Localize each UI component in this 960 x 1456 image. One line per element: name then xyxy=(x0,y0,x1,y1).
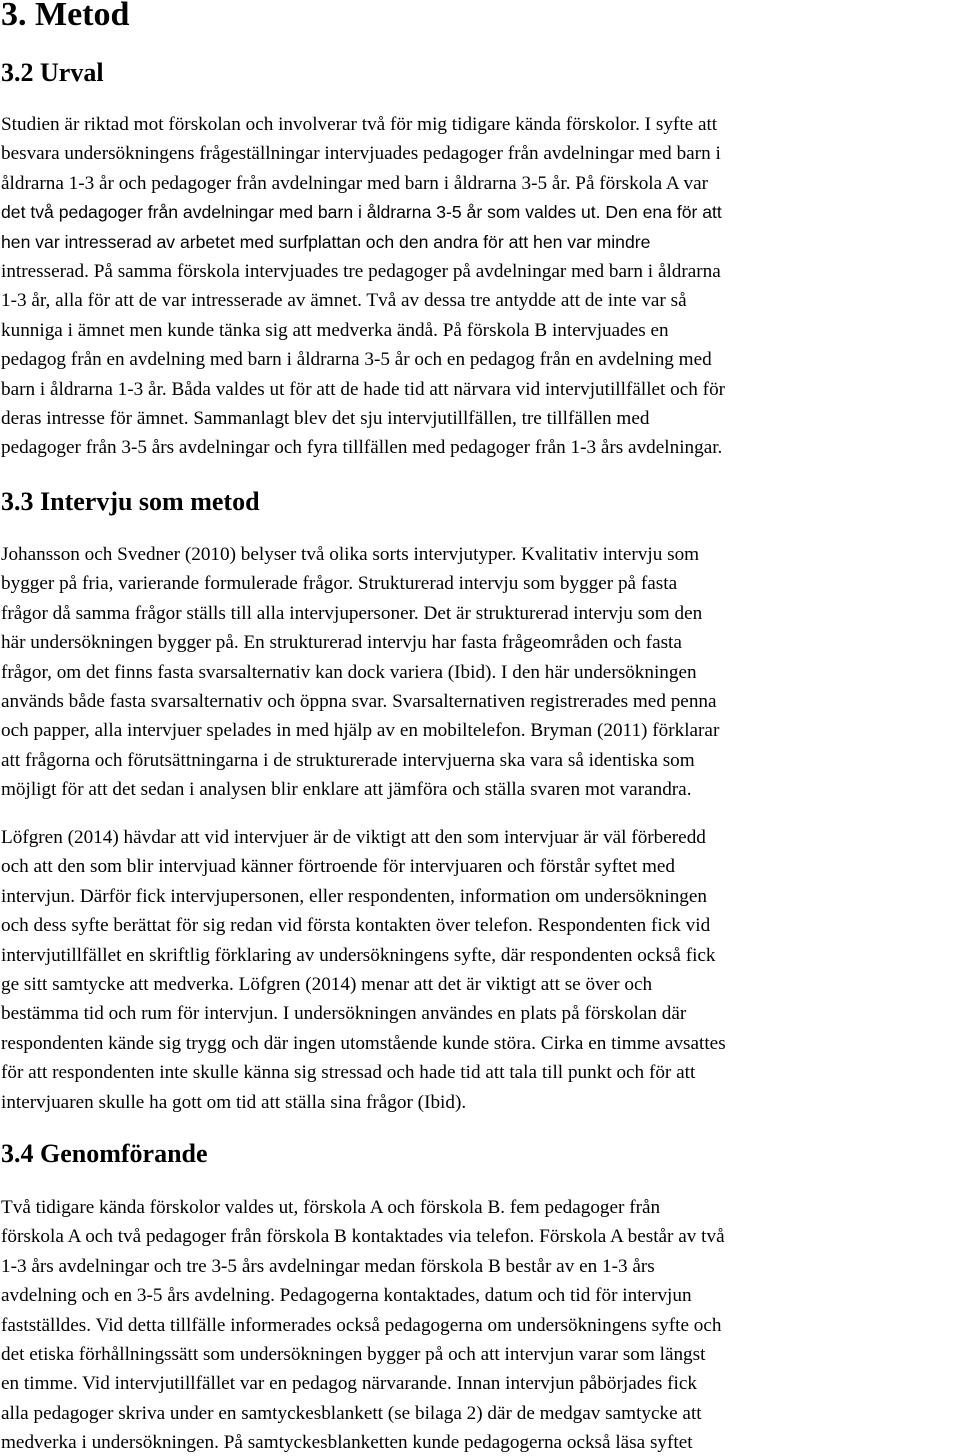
text-line: Löfgren (2014) hävdar att vid intervjuer är de viktigt att den som intervjuar är väl förberedd xyxy=(1,827,706,848)
paragraph-urval xyxy=(1,110,725,463)
text-line: och dess syfte berättat för sig redan vid första kontakten över telefon. Respondenten fick vid xyxy=(1,915,711,937)
text-line: åldrarna 1-3 år och pedagoger från avdelningar med barn i åldrarna 3-5 år. På förskola A var xyxy=(1,172,708,194)
text-line: det etiska förhållningssätt som undersökningen bygger på och att intervjun varar som längst xyxy=(1,1343,706,1365)
paragraph-intervju-2 xyxy=(1,823,726,1117)
text-line: besvara undersökningens frågeställningar intervjuades pedagoger från avdelningar med barn i xyxy=(1,143,721,165)
text-line: respondenten kände sig trygg och där ingen utomstående kunde störa. Cirka en timme avsattes xyxy=(1,1032,726,1054)
paragraph-genomforande xyxy=(1,1193,725,1456)
text-line: bygger på fria, varierande formulerade frågor. Strukturerad intervju som bygger på fasta xyxy=(1,573,678,595)
text-line: för att respondenten inte skulle känna sig stressad och hade tid att tala till punkt och för att xyxy=(1,1062,696,1084)
text-line: används både fasta svarsalternativ och öppna svar. Svarsalternativen registrerades med penna xyxy=(1,690,717,712)
text-line: hen var intresserad av arbetet med surfplattan och den andra för att hen var mindre xyxy=(1,231,651,252)
text-line: här undersökningen bygger på. En strukturerad intervju har fasta frågeområden och fasta xyxy=(1,632,682,654)
section-heading-intervju: 3.3 Intervju som metod xyxy=(1,487,260,516)
text-line: intresserad. På samma förskola intervjuades tre pedagoger på avdelningar med barn i åldrarna xyxy=(1,260,721,282)
text-line: Studien är riktad mot förskolan och involverar två för mig tidigare kända förskolor. I syfte att xyxy=(1,114,718,135)
chapter-heading: 3. Metod xyxy=(1,0,130,33)
text-line: ge sitt samtycke att medverka. Löfgren (2014) menar att det är viktigt att se över och xyxy=(1,973,653,995)
text-line: intervjuaren skulle ha gott om tid att ställa sina frågor (Ibid). xyxy=(1,1091,467,1113)
text-line: intervjun. Därför fick intervjupersonen, eller respondenten, information om undersökningen xyxy=(1,885,708,907)
text-line: 1-3 års avdelningar och tre 3-5 års avdelningar medan förskola B består av en 1-3 års xyxy=(1,1255,655,1277)
text-line: 1-3 år, alla för att de var intresserade av ämnet. Två av dessa tre antydde att de inte var så xyxy=(1,290,687,312)
text-line: och att den som blir intervjuad känner förtroende för intervjuaren och förstår syftet med xyxy=(1,856,675,878)
text-line: medverka i undersökningen. På samtyckesblanketten kunde pedagogerna också läsa syftet xyxy=(1,1432,693,1454)
text-line: förskola A och två pedagoger från förskola B kontaktades via telefon. Förskola A består av två xyxy=(1,1226,725,1248)
text-line: kunniga i ämnet men kunde tänka sig att medverka ändå. På förskola B intervjuades en xyxy=(1,319,669,341)
text-line: frågor då samma frågor ställs till alla intervjupersoner. Det är strukturerad intervju som den xyxy=(1,602,703,624)
text-line: pedagog från en avdelning med barn i åldrarna 3-5 år och en pedagog från en avdelning med xyxy=(1,349,712,371)
text-line: frågor, om det finns fasta svarsalternativ kan dock variera (Ibid). I den här undersökningen xyxy=(1,661,697,683)
text-line: pedagoger från 3-5 års avdelningar och fyra tillfällen med pedagoger från 1-3 års avdelningar. xyxy=(1,437,723,459)
text-line: bestämma tid och rum för intervjun. I undersökningen användes en plats på förskolan där xyxy=(1,1003,687,1025)
text-line: alla pedagoger skriva under en samtyckesblankett (se bilaga 2) där de medgav samtycke att xyxy=(1,1402,702,1424)
section-heading-urval: 3.2 Urval xyxy=(1,58,104,87)
text-line: möjligt för att det sedan i analysen blir enklare att jämföra och ställa svaren mot varandra. xyxy=(1,779,692,801)
text-line: att frågorna och förutsättningarna i de strukturerade intervjuerna ska vara så identiska som xyxy=(1,749,695,771)
paragraph-intervju-1 xyxy=(1,540,719,805)
text-line: fastställdes. Vid detta tillfälle informerades också pedagogerna om undersökningens syfte och xyxy=(1,1314,722,1336)
text-line: barn i åldrarna 1-3 år. Båda valdes ut för att de hade tid att närvara vid intervjutillfället och för xyxy=(1,378,726,400)
text-line: Johansson och Svedner (2010) belyser två olika sorts intervjutyper. Kvalitativ intervju som xyxy=(1,544,700,565)
text-line: och papper, alla intervjuer spelades in med hjälp av en mobiltelefon. Bryman (2011) förklarar xyxy=(1,720,720,742)
text-line: avdelning och en 3-5 års avdelning. Pedagogerna kontaktades, datum och tid för intervjun xyxy=(1,1285,692,1307)
text-line: det två pedagoger från avdelningar med barn i åldrarna 3-5 år som valdes ut. Den ena för att xyxy=(1,202,722,223)
text-line: Två tidigare kända förskolor valdes ut, förskola A och förskola B. fem pedagoger från xyxy=(1,1197,661,1218)
section-heading-genomforande: 3.4 Genomförande xyxy=(1,1139,208,1168)
text-line: deras intresse för ämnet. Sammanlagt blev det sju intervjutillfällen, tre tillfällen med xyxy=(1,407,650,429)
text-line: intervjutillfället en skriftlig förklaring av undersökningens syfte, där respondenten också fick xyxy=(1,944,716,966)
text-line: en timme. Vid intervjutillfället var en pedagog närvarande. Innan intervjun påbörjades fick xyxy=(1,1373,697,1395)
